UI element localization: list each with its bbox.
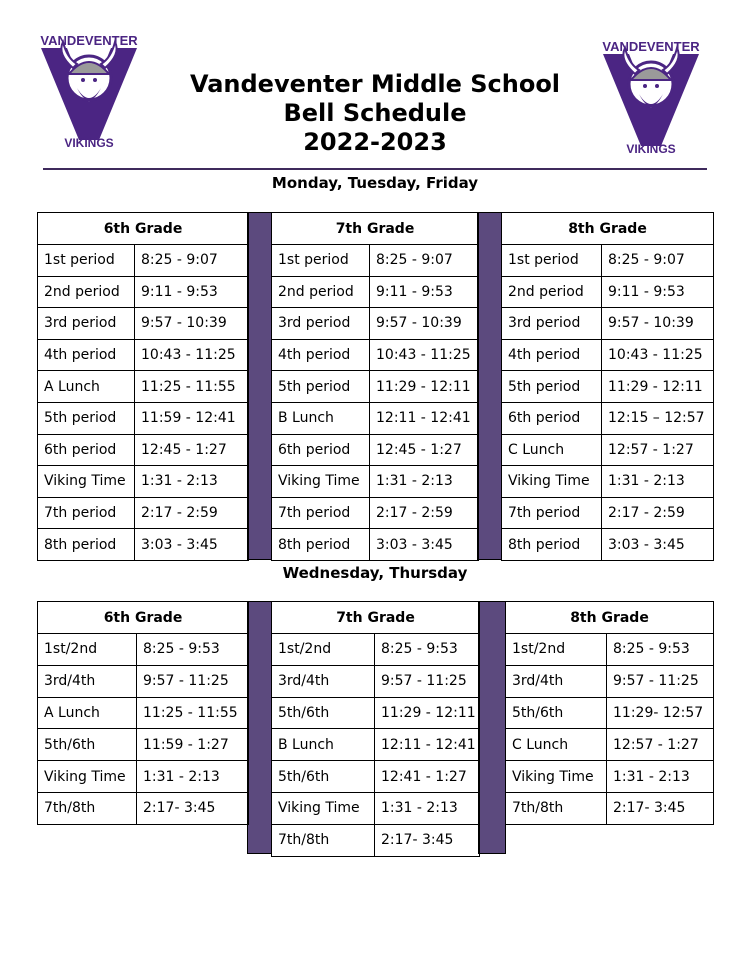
period-time: 9:57 - 11:25 xyxy=(375,665,480,697)
schedule-row xyxy=(502,466,714,498)
grade-header: 6th Grade xyxy=(38,602,249,634)
grade-header: 6th Grade xyxy=(38,213,249,245)
wt-6th-grade-body xyxy=(38,602,249,825)
grade-header: 7th Grade xyxy=(272,602,480,634)
grade-header-row xyxy=(502,213,714,245)
period-time: 12:15 – 12:57 xyxy=(602,402,714,434)
schedule-row xyxy=(38,466,249,498)
schedule-row xyxy=(272,276,479,308)
period-time: 12:45 - 1:27 xyxy=(135,434,249,466)
schedule-row xyxy=(272,466,479,498)
period-label: 1st/2nd xyxy=(38,634,137,666)
period-label: 5th/6th xyxy=(272,761,375,793)
period-label: 6th period xyxy=(38,434,135,466)
period-label: A Lunch xyxy=(38,697,137,729)
period-time: 10:43 - 11:25 xyxy=(370,339,479,371)
schedule-row xyxy=(38,497,249,529)
period-time: 9:57 - 10:39 xyxy=(370,308,479,340)
period-label: 7th period xyxy=(272,497,370,529)
schedule-row xyxy=(38,371,249,403)
period-time: 8:25 - 9:53 xyxy=(137,634,249,666)
period-label: 3rd period xyxy=(502,308,602,340)
period-label: 3rd/4th xyxy=(506,665,607,697)
period-time: 1:31 - 2:13 xyxy=(602,466,714,498)
period-label: 4th period xyxy=(272,339,370,371)
schedule-row xyxy=(272,339,479,371)
period-time: 12:11 - 12:41 xyxy=(375,729,480,761)
period-label: 5th/6th xyxy=(272,697,375,729)
wt-6th-grade-table xyxy=(37,601,249,825)
period-time: 1:31 - 2:13 xyxy=(137,761,249,793)
period-time: 11:25 - 11:55 xyxy=(135,371,249,403)
period-time: 2:17 - 2:59 xyxy=(135,497,249,529)
schedule-row xyxy=(38,308,249,340)
schedule-row xyxy=(502,402,714,434)
period-label: 8th period xyxy=(38,529,135,561)
viking-logo-icon xyxy=(595,38,707,158)
mtf-divider-1 xyxy=(247,212,272,560)
schedule-row xyxy=(272,402,479,434)
period-time: 9:11 - 9:53 xyxy=(370,276,479,308)
period-time: 12:45 - 1:27 xyxy=(370,434,479,466)
period-label: 6th period xyxy=(272,434,370,466)
period-label: 1st period xyxy=(38,245,135,277)
period-label: 6th period xyxy=(502,402,602,434)
schedule-row xyxy=(38,697,249,729)
period-label: 8th period xyxy=(272,529,370,561)
period-label: 5th period xyxy=(38,402,135,434)
grade-header: 7th Grade xyxy=(272,213,479,245)
period-label: 2nd period xyxy=(272,276,370,308)
period-time: 2:17- 3:45 xyxy=(137,792,249,824)
period-label: 7th/8th xyxy=(38,792,137,824)
schedule-row xyxy=(502,339,714,371)
mtf-6th-grade-body xyxy=(38,213,249,561)
period-time: 11:25 - 11:55 xyxy=(137,697,249,729)
period-label: Viking Time xyxy=(502,466,602,498)
viking-logo-icon xyxy=(33,32,145,152)
period-label: 2nd period xyxy=(502,276,602,308)
grade-header-row xyxy=(506,602,714,634)
period-time: 8:25 - 9:07 xyxy=(135,245,249,277)
period-label: 3rd period xyxy=(38,308,135,340)
period-time: 10:43 - 11:25 xyxy=(602,339,714,371)
period-time: 8:25 - 9:07 xyxy=(602,245,714,277)
schedule-row xyxy=(502,529,714,561)
schedule-row xyxy=(502,276,714,308)
schedule-row xyxy=(272,824,480,856)
period-time: 8:25 - 9:53 xyxy=(607,634,714,666)
period-label: 5th/6th xyxy=(506,697,607,729)
period-label: B Lunch xyxy=(272,402,370,434)
schedule-row xyxy=(38,339,249,371)
period-time: 2:17 - 2:59 xyxy=(370,497,479,529)
period-time: 11:29 - 12:11 xyxy=(370,371,479,403)
mtf-divider-2 xyxy=(477,212,502,560)
schedule-row xyxy=(506,761,714,793)
schedule-row xyxy=(506,729,714,761)
mtf-8th-grade-table xyxy=(501,212,714,561)
period-label: 1st/2nd xyxy=(506,634,607,666)
period-time: 11:29- 12:57 xyxy=(607,697,714,729)
schedule-row xyxy=(272,371,479,403)
wt-7th-grade-table xyxy=(271,601,480,857)
period-label: 3rd period xyxy=(272,308,370,340)
grade-header-row xyxy=(272,213,479,245)
period-time: 8:25 - 9:53 xyxy=(375,634,480,666)
grade-header-row xyxy=(272,602,480,634)
period-label: 2nd period xyxy=(38,276,135,308)
period-time: 9:11 - 9:53 xyxy=(602,276,714,308)
period-time: 11:29 - 12:11 xyxy=(602,371,714,403)
schedule-row xyxy=(272,308,479,340)
period-time: 9:57 - 11:25 xyxy=(607,665,714,697)
schedule-row xyxy=(38,402,249,434)
period-label: Viking Time xyxy=(506,761,607,793)
schedule-row xyxy=(506,634,714,666)
period-time: 9:11 - 9:53 xyxy=(135,276,249,308)
period-label: 1st/2nd xyxy=(272,634,375,666)
period-label: 4th period xyxy=(38,339,135,371)
grade-header: 8th Grade xyxy=(502,213,714,245)
svg-text:VANDEVENTER: VANDEVENTER xyxy=(602,39,700,54)
schedule-row xyxy=(502,434,714,466)
schedule-row xyxy=(272,497,479,529)
period-time: 12:57 - 1:27 xyxy=(607,729,714,761)
period-label: 7th/8th xyxy=(272,824,375,856)
schedule-row xyxy=(506,665,714,697)
period-time: 2:17- 3:45 xyxy=(375,824,480,856)
period-time: 11:59 - 1:27 xyxy=(137,729,249,761)
schedule-row xyxy=(506,792,714,824)
period-label: 1st period xyxy=(502,245,602,277)
period-time: 11:59 - 12:41 xyxy=(135,402,249,434)
schedule-row xyxy=(272,634,480,666)
period-time: 2:17- 3:45 xyxy=(607,792,714,824)
period-time: 9:57 - 10:39 xyxy=(602,308,714,340)
schedule-row xyxy=(38,245,249,277)
schedule-row xyxy=(38,634,249,666)
schedule-row xyxy=(272,665,480,697)
wt-divider-2 xyxy=(478,601,506,854)
svg-text:VIKINGS: VIKINGS xyxy=(64,136,114,150)
school-logo-right xyxy=(595,38,707,158)
mtf-7th-grade-body xyxy=(272,213,479,561)
period-time: 12:11 - 12:41 xyxy=(370,402,479,434)
schedule-row xyxy=(502,371,714,403)
grade-header: 8th Grade xyxy=(506,602,714,634)
wt-8th-grade-table xyxy=(505,601,714,825)
schedule-row xyxy=(272,245,479,277)
period-time: 12:57 - 1:27 xyxy=(602,434,714,466)
grade-header-row xyxy=(38,213,249,245)
schedule-row xyxy=(502,245,714,277)
period-label: Viking Time xyxy=(38,761,137,793)
period-label: C Lunch xyxy=(506,729,607,761)
period-label: A Lunch xyxy=(38,371,135,403)
period-label: 3rd/4th xyxy=(38,665,137,697)
period-time: 3:03 - 3:45 xyxy=(135,529,249,561)
mtf-8th-grade-body xyxy=(502,213,714,561)
schedule-row xyxy=(38,434,249,466)
period-label: 7th period xyxy=(38,497,135,529)
schedule-row xyxy=(272,434,479,466)
mtf-7th-grade-table xyxy=(271,212,479,561)
schedule-row xyxy=(38,276,249,308)
page-title xyxy=(150,70,600,157)
grade-header-row xyxy=(38,602,249,634)
period-time: 11:29 - 12:11 xyxy=(375,697,480,729)
period-time: 3:03 - 3:45 xyxy=(370,529,479,561)
period-label: 5th/6th xyxy=(38,729,137,761)
title-school-name: Vandeventer Middle School xyxy=(189,70,561,98)
period-time: 9:57 - 10:39 xyxy=(135,308,249,340)
title-schedule: Bell Schedule xyxy=(283,99,467,127)
period-label: C Lunch xyxy=(502,434,602,466)
period-time: 10:43 - 11:25 xyxy=(135,339,249,371)
period-time: 1:31 - 2:13 xyxy=(375,792,480,824)
schedule-row xyxy=(502,308,714,340)
svg-text:VIKINGS: VIKINGS xyxy=(626,142,676,156)
schedule-row xyxy=(38,761,249,793)
period-time: 12:41 - 1:27 xyxy=(375,761,480,793)
period-time: 1:31 - 2:13 xyxy=(135,466,249,498)
period-label: 7th period xyxy=(502,497,602,529)
period-label: B Lunch xyxy=(272,729,375,761)
svg-text:VANDEVENTER: VANDEVENTER xyxy=(40,33,138,48)
period-time: 2:17 - 2:59 xyxy=(602,497,714,529)
period-label: 5th period xyxy=(272,371,370,403)
schedule-row xyxy=(272,697,480,729)
period-label: Viking Time xyxy=(272,466,370,498)
schedule-row xyxy=(502,497,714,529)
period-label: 4th period xyxy=(502,339,602,371)
period-label: 1st period xyxy=(272,245,370,277)
period-label: 5th period xyxy=(502,371,602,403)
mtf-heading: Monday, Tuesday, Friday xyxy=(271,174,479,192)
schedule-row xyxy=(272,529,479,561)
title-year: 2022-2023 xyxy=(303,128,447,156)
wt-8th-grade-body xyxy=(506,602,714,825)
schedule-row xyxy=(38,729,249,761)
schedule-row xyxy=(506,697,714,729)
period-time: 1:31 - 2:13 xyxy=(370,466,479,498)
period-label: 8th period xyxy=(502,529,602,561)
period-label: 3rd/4th xyxy=(272,665,375,697)
schedule-row xyxy=(38,792,249,824)
period-time: 9:57 - 11:25 xyxy=(137,665,249,697)
schedule-row xyxy=(272,792,480,824)
period-label: 7th/8th xyxy=(506,792,607,824)
school-logo-left xyxy=(33,32,145,152)
schedule-row xyxy=(38,665,249,697)
period-time: 8:25 - 9:07 xyxy=(370,245,479,277)
schedule-row xyxy=(38,529,249,561)
period-time: 1:31 - 2:13 xyxy=(607,761,714,793)
mtf-6th-grade-table xyxy=(37,212,249,561)
period-time: 3:03 - 3:45 xyxy=(602,529,714,561)
period-label: Viking Time xyxy=(38,466,135,498)
wt-heading: Wednesday, Thursday xyxy=(282,564,468,582)
wt-divider-1 xyxy=(247,601,272,854)
schedule-row xyxy=(272,729,480,761)
period-label: Viking Time xyxy=(272,792,375,824)
wt-7th-grade-body xyxy=(272,602,480,857)
header-divider-rule xyxy=(43,168,707,170)
schedule-row xyxy=(272,761,480,793)
